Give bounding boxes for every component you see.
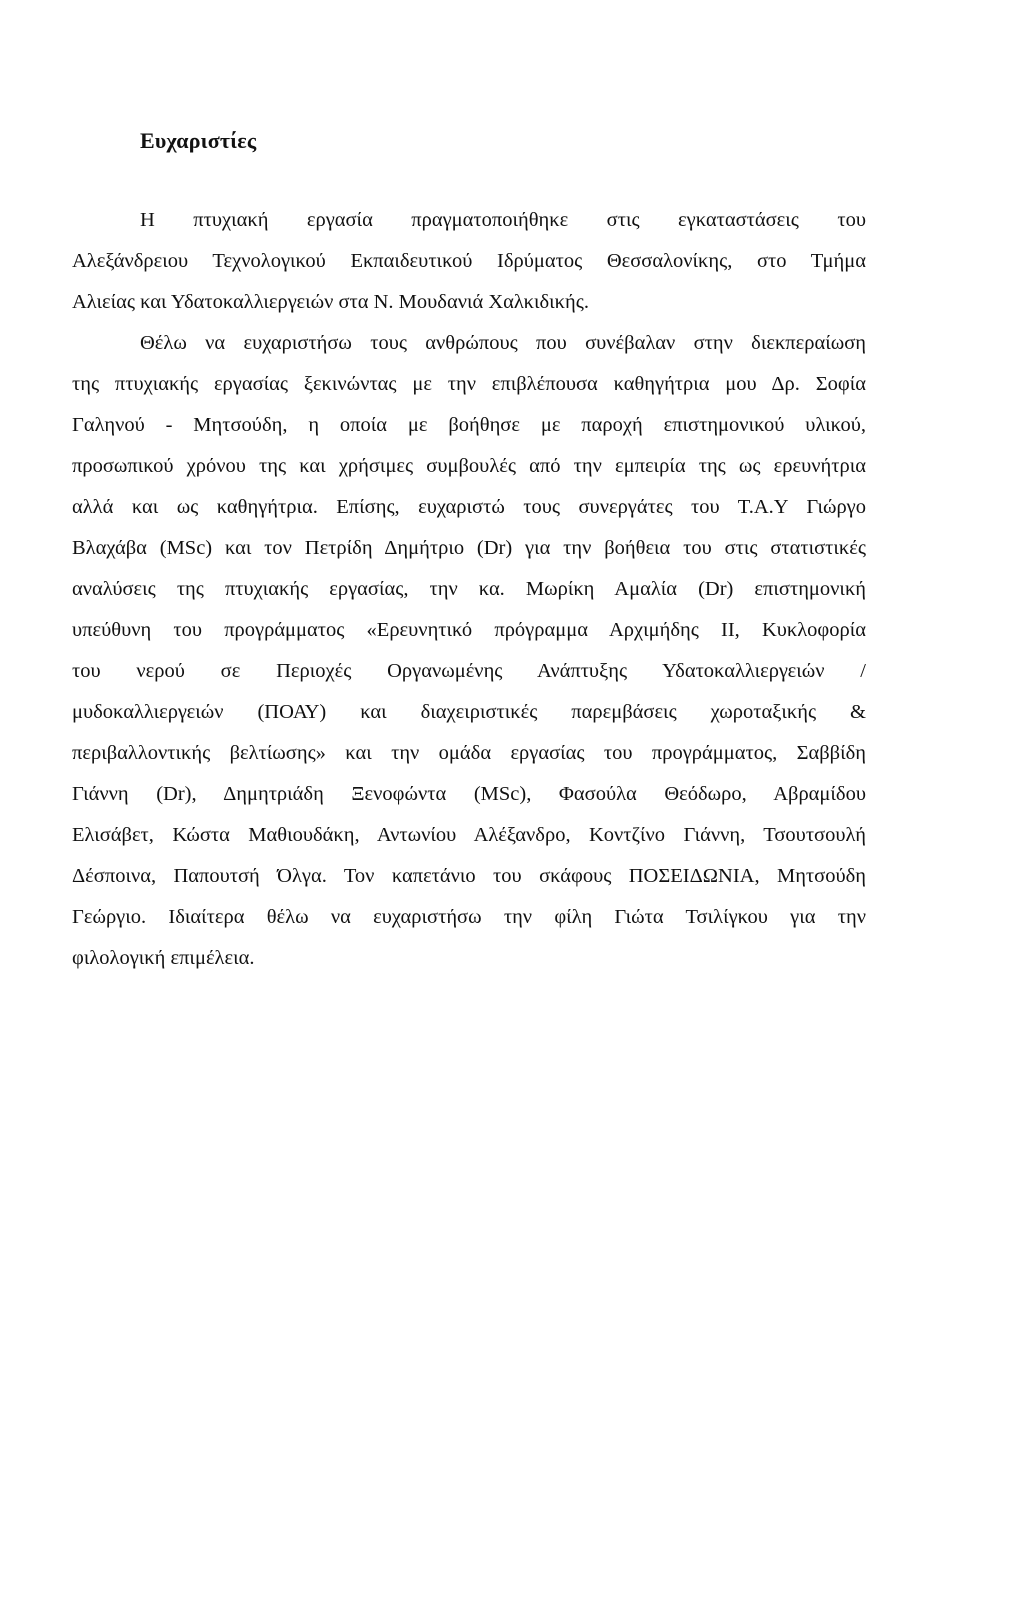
paragraph-line: Ελισάβετ, Κώστα Μαθιουδάκη, Αντωνίου Αλέξανδρο, Κοντζίνο Γιάννη, Τσουτσουλή <box>72 824 866 846</box>
paragraph-line: Γεώργιο. Ιδιαίτερα θέλω να ευχαριστήσω την φίλη Γιώτα Τσιλίγκου για την <box>72 906 866 928</box>
paragraph-line: Αλιείας και Υδατοκαλλιεργειών στα Ν. Μουδανιά Χαλκιδικής. <box>72 291 589 313</box>
paragraph-line: Θέλω να ευχαριστήσω τους ανθρώπους που συνέβαλαν στην διεκπεραίωση <box>140 332 866 354</box>
paragraph-line: Γαληνού - Μητσούδη, η οποία με βοήθησε με παροχή επιστημονικού υλικού, <box>72 414 866 436</box>
paragraph-line: φιλολογική επιμέλεια. <box>72 947 255 969</box>
paragraph-line: αναλύσεις της πτυχιακής εργασίας, την κα. Μωρίκη Αμαλία (Dr) επιστημονική <box>72 578 866 600</box>
paragraph-line: προσωπικού χρόνου της και χρήσιμες συμβουλές από την εμπειρία της ως ερευνήτρια <box>72 455 866 477</box>
paragraph-line: του νερού σε Περιοχές Οργανωμένης Ανάπτυξης Υδατοκαλλιεργειών / <box>72 660 866 682</box>
paragraph-line: Γιάννη (Dr), Δημητριάδη Ξενοφώντα (MSc), Φασούλα Θεόδωρο, Αβραμίδου <box>72 783 866 805</box>
paragraph-line: Η πτυχιακή εργασία πραγματοποιήθηκε στις εγκαταστάσεις του <box>140 209 866 231</box>
paragraph-line: περιβαλλοντικής βελτίωσης» και την ομάδα εργασίας του προγράμματος, Σαββίδη <box>72 742 866 764</box>
paragraph-line: της πτυχιακής εργασίας ξεκινώντας με την επιβλέπουσα καθηγήτρια μου Δρ. Σοφία <box>72 373 866 395</box>
page-title: Ευχαριστίες <box>140 128 257 153</box>
paragraph-line: αλλά και ως καθηγήτρια. Επίσης, ευχαριστώ τους συνεργάτες του Τ.Α.Υ Γιώργο <box>72 496 866 518</box>
paragraph-line: Δέσποινα, Παπουτσή Όλγα. Τον καπετάνιο του σκάφους ΠΟΣΕΙΔΩΝΙΑ, Μητσούδη <box>72 865 866 887</box>
paragraph-line: υπεύθυνη του προγράμματος «Ερευνητικό πρόγραμμα Αρχιμήδης ΙΙ, Κυκλοφορία <box>72 619 866 641</box>
paragraph-line: μυδοκαλλιεργειών (ΠΟΑΥ) και διαχειριστικές παρεμβάσεις χωροταξικής & <box>72 701 866 723</box>
paragraph-line: Αλεξάνδρειου Τεχνολογικού Εκπαιδευτικού Ιδρύματος Θεσσαλονίκης, στο Τμήμα <box>72 250 866 272</box>
paragraph-line: Βλαχάβα (MSc) και τον Πετρίδη Δημήτριο (Dr) για την βοήθεια του στις στατιστικές <box>72 537 866 559</box>
